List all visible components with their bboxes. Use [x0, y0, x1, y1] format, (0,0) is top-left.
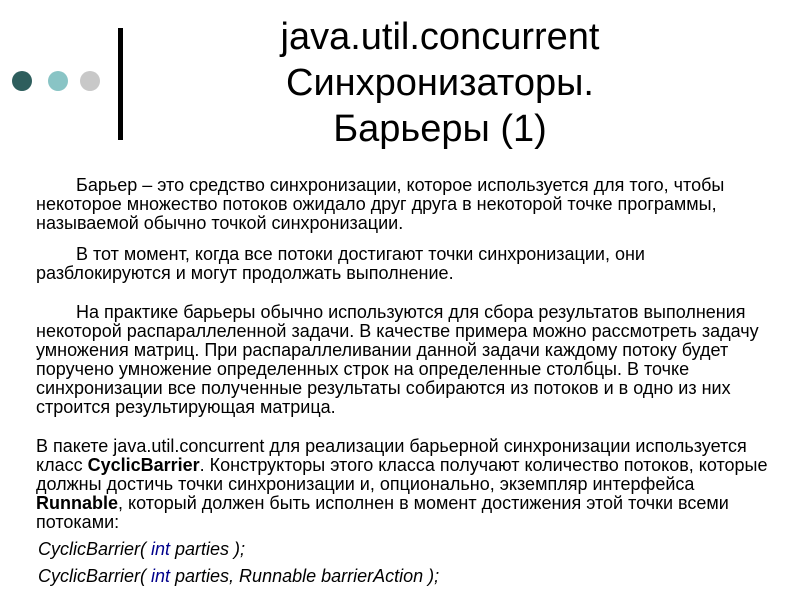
title-line-1: java.util.concurrent — [280, 16, 600, 58]
class-name: CyclicBarrier — [87, 455, 200, 475]
paragraph-cyclicbarrier — [36, 437, 774, 532]
code-text: CyclicBarrier( — [38, 539, 152, 559]
paragraph-text: , который должен быть исполнен в момент достижения этой точки всеми потоками: — [36, 493, 729, 532]
code-line-2 — [38, 567, 774, 586]
paragraph-practice: На практике барьеры обычно используются для сбора результатов выполнения некоторой распараллеленной задачи. В качестве примера можно рассмотреть задачу умножения матриц. При распараллеливании данной задачи каждому потоку будет поручено умножение определенных строк на определенные столбцы. В точке синхронизации все полученные результаты собираются из потоков и в одно из них строится результирующая матрица. — [36, 302, 759, 417]
paragraph-text: . Конструкторы этого класса получают количество потоков, которые должны достичь точки синхронизации и, опционально, экземпляр интерфейса — [36, 455, 768, 494]
paragraph-barrier-definition: Барьер – это средство синхронизации, которое используется для того, чтобы некоторое множество потоков ожидало друг друга в некоторой точке программы, называемой обычно точкой синхронизации. — [36, 175, 725, 233]
code-line-1 — [38, 540, 774, 559]
code-text: parties, Runnable barrierAction ); — [170, 566, 440, 586]
light-teal-dot — [48, 71, 68, 91]
code-keyword: int — [151, 566, 171, 586]
gray-dot — [80, 71, 100, 91]
code-keyword: int — [151, 539, 171, 559]
paragraph-text: В пакете java.util.concurrent для реализации барьерной синхронизации используется класс — [36, 436, 747, 475]
dark-teal-dot — [12, 71, 32, 91]
title-line-3: Барьеры (1) — [333, 108, 547, 150]
code-text: CyclicBarrier( — [38, 566, 152, 586]
paragraph-unblock: В тот момент, когда все потоки достигают точки синхронизации, они разблокируются и могут продолжать выполнение. — [36, 244, 645, 283]
title-line-2: Синхронизаторы. — [286, 62, 594, 104]
code-text: parties ); — [170, 539, 246, 559]
slide-title — [180, 14, 700, 152]
slide-body — [36, 176, 774, 586]
interface-name: Runnable — [36, 493, 119, 513]
vertical-divider — [118, 28, 123, 140]
